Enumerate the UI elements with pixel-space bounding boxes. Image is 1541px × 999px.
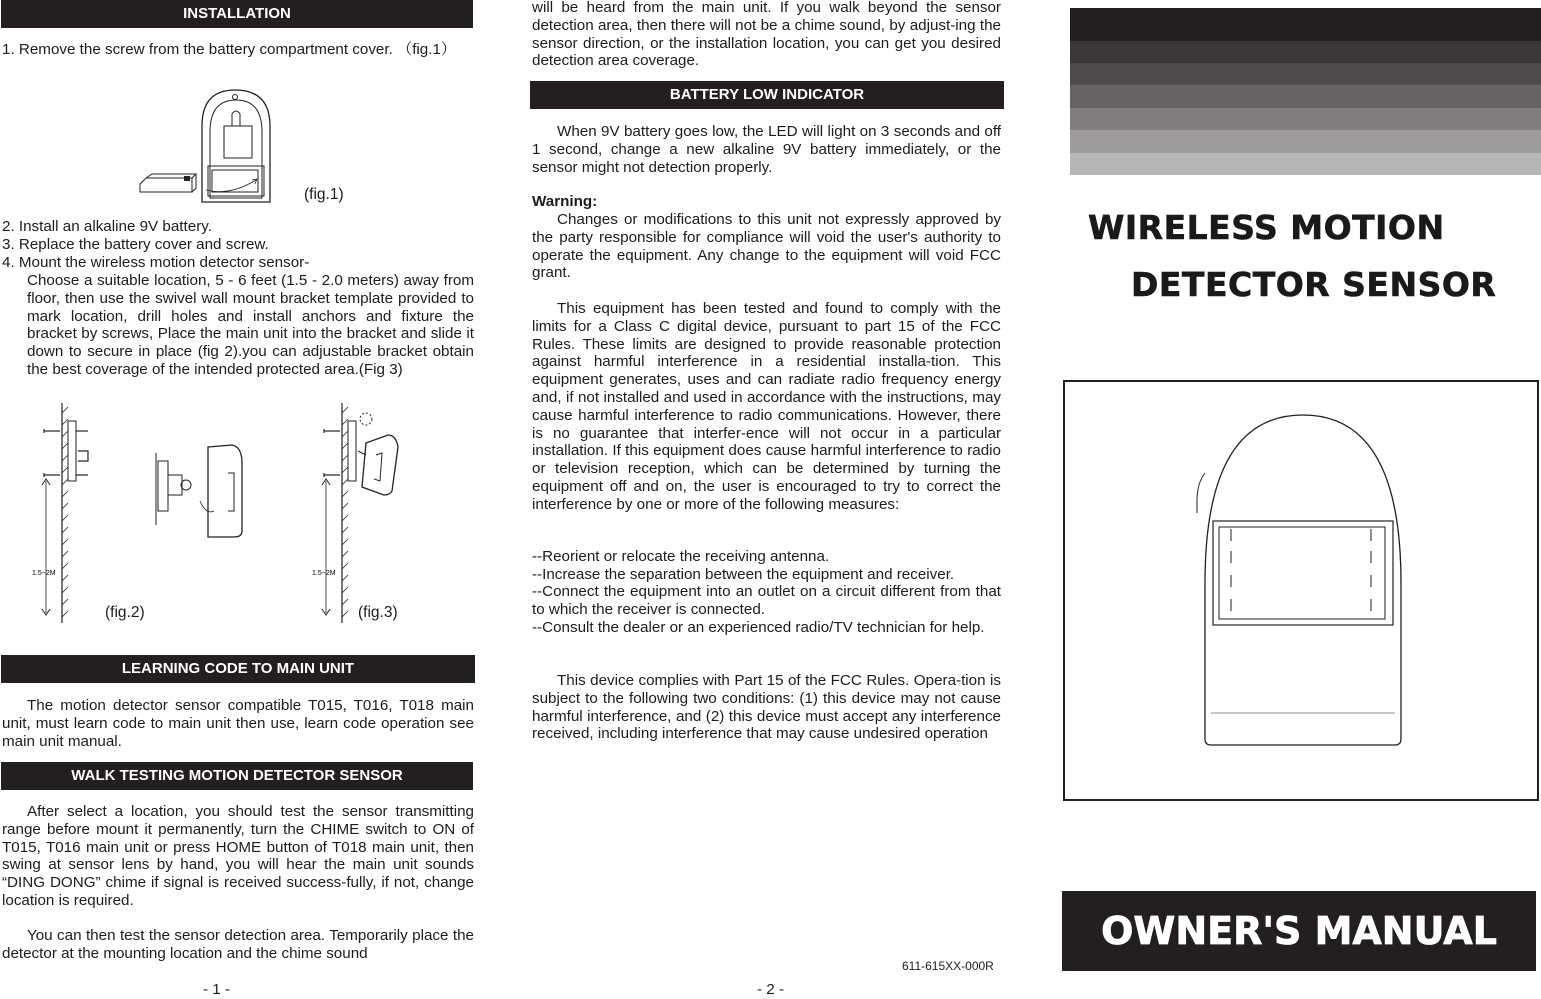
installation-header: INSTALLATION bbox=[1, 0, 473, 28]
part15-body: This device complies with Part 15 of the FCC Rules. Opera-tion is subject to the following two conditions: (1) this device may not cause harmful interference, and (2) this device must accept any interference received, including interference that may cause undesired operation bbox=[532, 672, 1001, 743]
install-step-1: 1. Remove the screw from the battery compartment cover. （fig.1） bbox=[2, 41, 457, 58]
install-step-4: 4. Mount the wireless motion detector sensor- bbox=[2, 254, 310, 271]
fig1-caption: (fig.1) bbox=[304, 186, 344, 203]
page-number-1: - 1 - bbox=[203, 981, 231, 998]
measure-1: --Reorient or relocate the receiving antenna. bbox=[532, 548, 830, 565]
install-step-2: 2. Install an alkaline 9V battery. bbox=[2, 218, 212, 235]
cover-stripe-6 bbox=[1070, 130, 1541, 153]
owners-manual-banner: OWNER'S MANUAL bbox=[1062, 891, 1536, 971]
cover-title-line-2: DETECTOR SENSOR bbox=[1131, 265, 1497, 304]
fcc-body: This equipment has been tested and found to comply with the limits for a Class C digital device, pursuant to part 15 of the FCC Rules. These limits are designed to provide reasonable protection against harmful interference in a residential installa-tion. This equipment generates, uses and can radiate radio frequency energy and, if not installed and used in accordance with the instructions, may cause harmful interference to radio communications. However, there is no guarantee that interfer-ence will not occur in a particular installation. If this equipment does cause harmful interference to radio or television reception, which can be determined by turning the equipment off and on, the user is encouraged to try to correct the interference by one or more of the following measures: bbox=[532, 300, 1001, 513]
fig2-height-label: 1.5~2M bbox=[32, 570, 56, 577]
cover-stripe-1 bbox=[1070, 8, 1541, 41]
install-step-3: 3. Replace the battery cover and screw. bbox=[2, 236, 269, 253]
fig3-caption: (fig.3) bbox=[358, 604, 398, 621]
fig2-caption: (fig.2) bbox=[105, 604, 145, 621]
warning-title: Warning: bbox=[532, 193, 598, 210]
walk-testing-body-2: You can then test the sensor detection area. Temporarily place the detector at the mounting location and the chime sound bbox=[2, 927, 474, 962]
battery-low-header: BATTERY LOW INDICATOR bbox=[530, 81, 1004, 109]
fig3-height-label: 1.5~2M bbox=[312, 570, 336, 577]
fig2-mount-illustration bbox=[30, 403, 290, 623]
page-number-2: - 2 - bbox=[757, 981, 785, 998]
cover-stripe-2 bbox=[1070, 41, 1541, 63]
cover-stripe-3 bbox=[1070, 63, 1541, 85]
fig1-battery-illustration bbox=[140, 86, 320, 206]
measure-3: --Connect the equipment into an outlet on a circuit different from that to which the receiver is connected. bbox=[532, 583, 1001, 618]
warning-body: Changes or modifications to this unit not expressly approved by the party responsible for compliance will void the user's authority to operate the equipment. Any change to the equipment will void FCC grant. bbox=[532, 211, 1001, 282]
cover-stripe-7 bbox=[1070, 153, 1541, 175]
walk-testing-body-1: After select a location, you should test the sensor transmitting range before mount it permanently, turn the CHIME switch to ON of T015, T016 main unit or press HOME button of T018 main unit, then swing at sensor lens by hand, you will hear the main unit sounds “DING DONG” chime if signal is received success-fully, if not, change location is required. bbox=[2, 803, 474, 909]
learning-code-body: The motion detector sensor compatible T015, T016, T018 main unit, must learn code to main unit then use, learn code operation see main unit manual. bbox=[2, 697, 474, 750]
walk-testing-header: WALK TESTING MOTION DETECTOR SENSOR bbox=[1, 762, 473, 790]
cover-title-line-1: WIRELESS MOTION bbox=[1088, 208, 1445, 247]
battery-low-body: When 9V battery goes low, the LED will light on 3 seconds and off 1 second, change a new alkaline 9V battery immediately, or the sensor might not detection properly. bbox=[532, 123, 1001, 176]
walk-testing-continued: will be heard from the main unit. If you walk beyond the sensor detection area, then there will not be a chime sound, by adjust-ing the sensor direction, or the installation location, you can get you desired detection area coverage. bbox=[532, 0, 1001, 70]
measure-2: --Increase the separation between the equipment and receiver. bbox=[532, 566, 955, 583]
learning-code-header: LEARNING CODE TO MAIN UNIT bbox=[1, 655, 475, 683]
cover-stripe-5 bbox=[1070, 108, 1541, 130]
model-code: 611-615XX-000R bbox=[902, 959, 994, 973]
cover-stripe-4 bbox=[1070, 85, 1541, 108]
install-step-4-body: Choose a suitable location, 5 - 6 feet (1.5 - 2.0 meters) away from floor, then use the swivel wall mount bracket template provided to mark location, drill holes and install anchors and fixture the bracket by screws, Place the main unit into the bracket and slide it down to secure in place (fig 2).you can adjustable bracket obtain the best coverage of the intended protected area.(Fig 3) bbox=[27, 272, 474, 378]
measure-4: --Consult the dealer or an experienced radio/TV technician for help. bbox=[532, 619, 985, 636]
fig3-adjust-illustration bbox=[310, 403, 430, 623]
sensor-device-illustration bbox=[1183, 413, 1423, 753]
